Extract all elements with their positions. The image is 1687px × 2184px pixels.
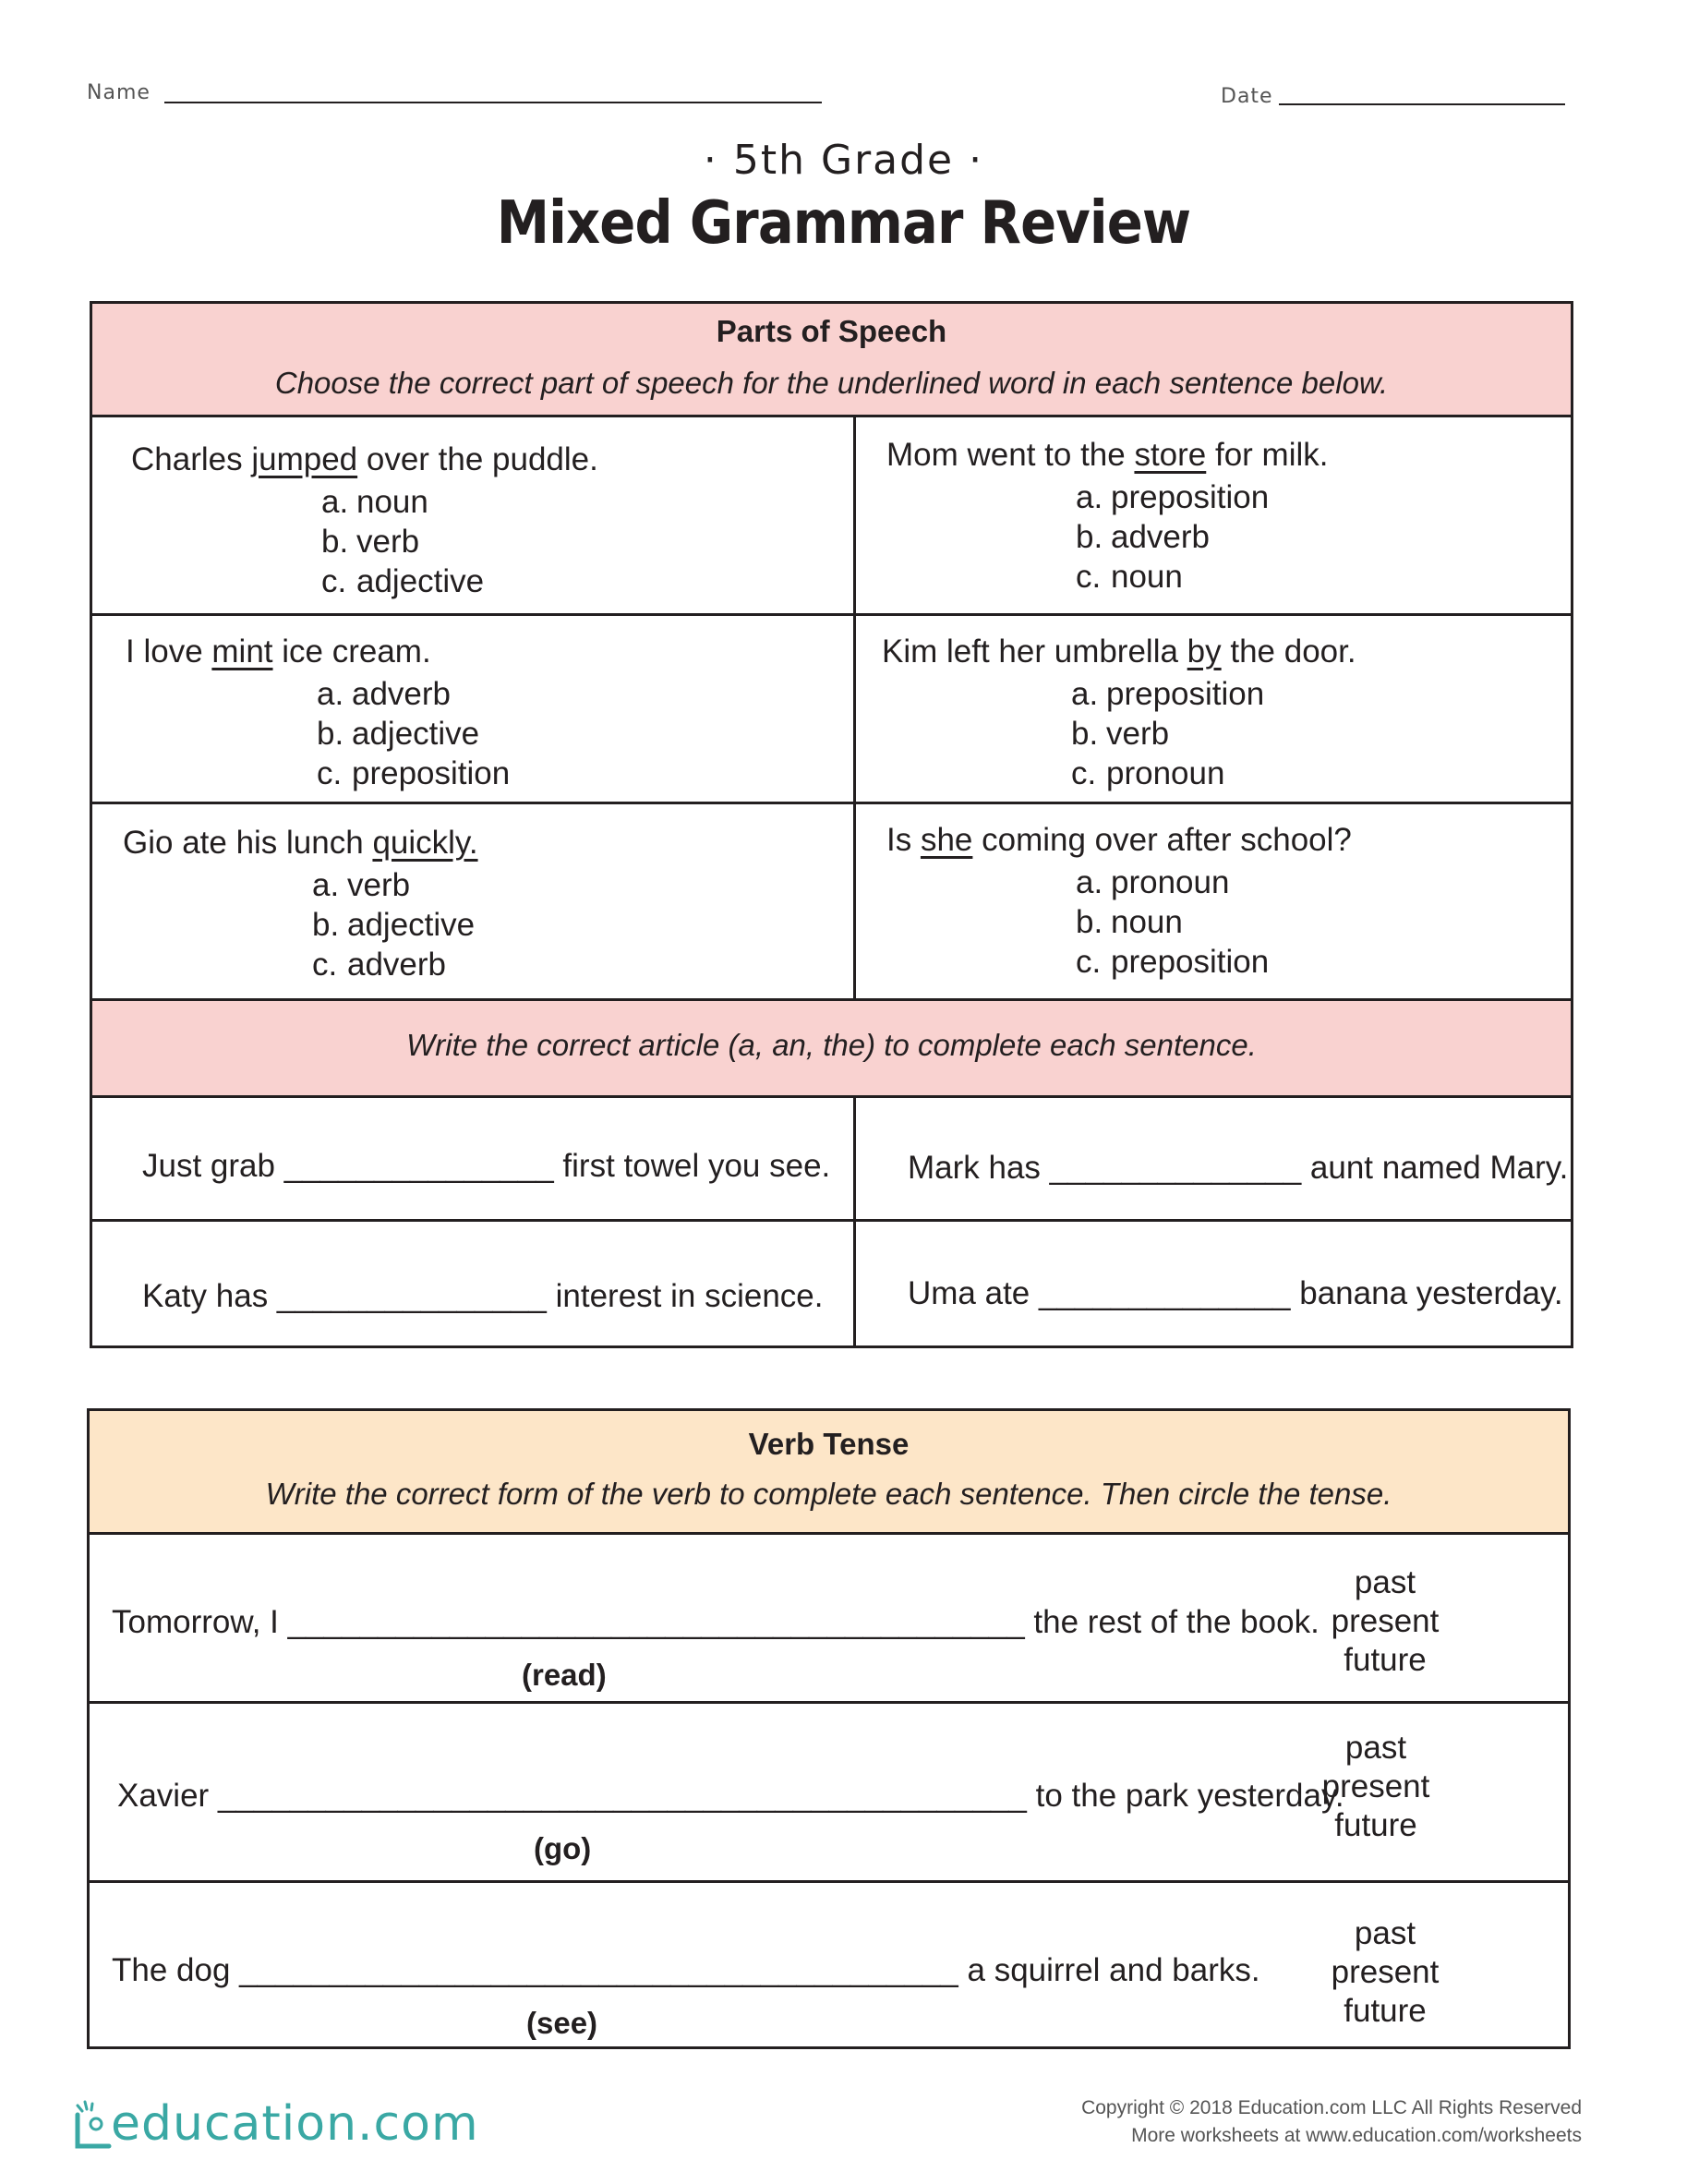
question-6: Is she coming over after school?	[886, 822, 1352, 858]
option-b[interactable]: b. adjective	[312, 907, 476, 943]
verb-tense-instruction: Write the correct form of the verb to complete each sentence. Then circle the tense.	[265, 1477, 1392, 1511]
option-c[interactable]: c. preposition	[317, 755, 511, 791]
grade-label: · 5th Grade ·	[703, 137, 984, 184]
parts-of-speech-title: Parts of Speech	[716, 314, 947, 348]
name-field[interactable]	[164, 102, 822, 103]
verb-sentence-1: Tomorrow, I _________________________________________ the rest of the book.	[112, 1604, 1319, 1640]
column-divider	[853, 1095, 856, 1348]
option-b[interactable]: b. adjective	[317, 716, 480, 752]
divider	[90, 415, 1573, 417]
parts-of-speech-instruction: Choose the correct part of speech for the underlined word in each sentence below.	[274, 366, 1389, 400]
underlined-word: she	[920, 822, 973, 858]
option-b[interactable]: b. adverb	[1076, 519, 1211, 555]
copyright-text: Copyright © 2018 Education.com LLC All Rights Reserved	[1081, 2097, 1582, 2118]
option-b[interactable]: b. verb	[321, 524, 420, 560]
divider	[90, 1219, 1573, 1222]
date-label: Date	[1221, 85, 1273, 108]
underlined-word: by	[1187, 633, 1222, 670]
answer-blank[interactable]: ______________	[1049, 1150, 1302, 1186]
more-worksheets-link[interactable]: More worksheets at www.education.com/worksheets	[1131, 2125, 1582, 2146]
option-c[interactable]: c. pronoun	[1071, 755, 1225, 791]
question-2-options	[1076, 477, 1269, 597]
question-6-options	[1076, 863, 1269, 982]
question-3-options	[317, 674, 510, 793]
articles-instruction: Write the correct article (a, an, the) to complete each sentence.	[406, 1028, 1257, 1062]
option-a[interactable]: a. preposition	[1071, 676, 1265, 712]
answer-blank[interactable]: _________________________________________	[287, 1604, 1025, 1640]
answer-blank[interactable]: ______________	[1039, 1275, 1291, 1311]
underlined-word: quickly.	[372, 825, 478, 861]
option-a[interactable]: a. adverb	[317, 676, 452, 712]
verb-hint: (see)	[526, 2006, 598, 2040]
option-a[interactable]: a. preposition	[1076, 479, 1270, 515]
question-1-options	[321, 482, 484, 601]
tense-present[interactable]: present	[1321, 1768, 1430, 1804]
answer-blank[interactable]: _______________	[283, 1148, 554, 1184]
article-sentence-2: Mark has ______________ aunt named Mary.	[908, 1150, 1569, 1186]
divider	[87, 1532, 1571, 1535]
tense-future[interactable]: future	[1334, 1807, 1417, 1843]
divider	[90, 802, 1573, 804]
page-title: Mixed Grammar Review	[496, 189, 1191, 258]
tense-present[interactable]: present	[1331, 1603, 1440, 1639]
divider	[90, 1095, 1573, 1098]
tense-present[interactable]: present	[1331, 1954, 1440, 1990]
divider	[90, 613, 1573, 616]
option-c[interactable]: c. adjective	[321, 563, 485, 599]
article-sentence-4: Uma ate ______________ banana yesterday.	[908, 1275, 1563, 1311]
tense-past[interactable]: past	[1354, 1915, 1416, 1951]
question-3: I love mint ice cream.	[126, 633, 431, 670]
tense-choices	[1311, 1563, 1459, 1680]
tense-choices	[1302, 1729, 1450, 1845]
answer-blank[interactable]: ________________________________________	[239, 1952, 958, 1988]
tense-future[interactable]: future	[1344, 1993, 1427, 2029]
answer-blank[interactable]: _______________	[276, 1278, 547, 1314]
option-a[interactable]: a. verb	[312, 867, 411, 903]
underlined-word: store	[1134, 437, 1207, 473]
option-c[interactable]: c. noun	[1076, 559, 1183, 595]
answer-blank[interactable]: _____________________________________________	[217, 1778, 1027, 1814]
option-b[interactable]: b. noun	[1076, 904, 1183, 940]
verb-hint: (read)	[522, 1658, 607, 1692]
option-c[interactable]: c. adverb	[312, 947, 447, 983]
question-5: Gio ate his lunch quickly.	[123, 825, 478, 861]
article-sentence-3: Katy has _______________ interest in science.	[142, 1278, 824, 1314]
verb-sentence-2: Xavier _____________________________________________ to the park yesterday.	[117, 1778, 1344, 1814]
verb-hint: (go)	[534, 1831, 592, 1865]
option-b[interactable]: b. verb	[1071, 716, 1170, 752]
option-a[interactable]: a. pronoun	[1076, 864, 1230, 900]
underlined-word: mint	[211, 633, 273, 670]
logo-wordmark: education.com	[111, 2096, 479, 2152]
name-label: Name	[87, 81, 151, 104]
question-1: Charles jumped over the puddle.	[131, 441, 598, 477]
column-divider	[853, 415, 856, 1001]
divider	[87, 1880, 1571, 1883]
option-a[interactable]: a. noun	[321, 484, 428, 520]
tense-choices	[1311, 1914, 1459, 2031]
tense-future[interactable]: future	[1344, 1642, 1427, 1678]
tense-past[interactable]: past	[1354, 1564, 1416, 1600]
verb-tense-title: Verb Tense	[748, 1427, 910, 1461]
footer-copyright	[960, 2094, 1582, 2150]
option-c[interactable]: c. preposition	[1076, 944, 1270, 980]
question-5-options	[312, 865, 475, 984]
date-field[interactable]	[1279, 103, 1565, 105]
divider	[87, 1701, 1571, 1704]
question-4: Kim left her umbrella by the door.	[882, 633, 1356, 670]
verb-sentence-3: The dog ________________________________________ a squirrel and barks.	[112, 1952, 1260, 1988]
question-2: Mom went to the store for milk.	[886, 437, 1329, 473]
tense-past[interactable]: past	[1344, 1730, 1407, 1766]
underlined-word: jumped	[251, 441, 358, 477]
article-sentence-1: Just grab _______________ first towel you see.	[142, 1148, 831, 1184]
question-4-options	[1071, 674, 1264, 793]
